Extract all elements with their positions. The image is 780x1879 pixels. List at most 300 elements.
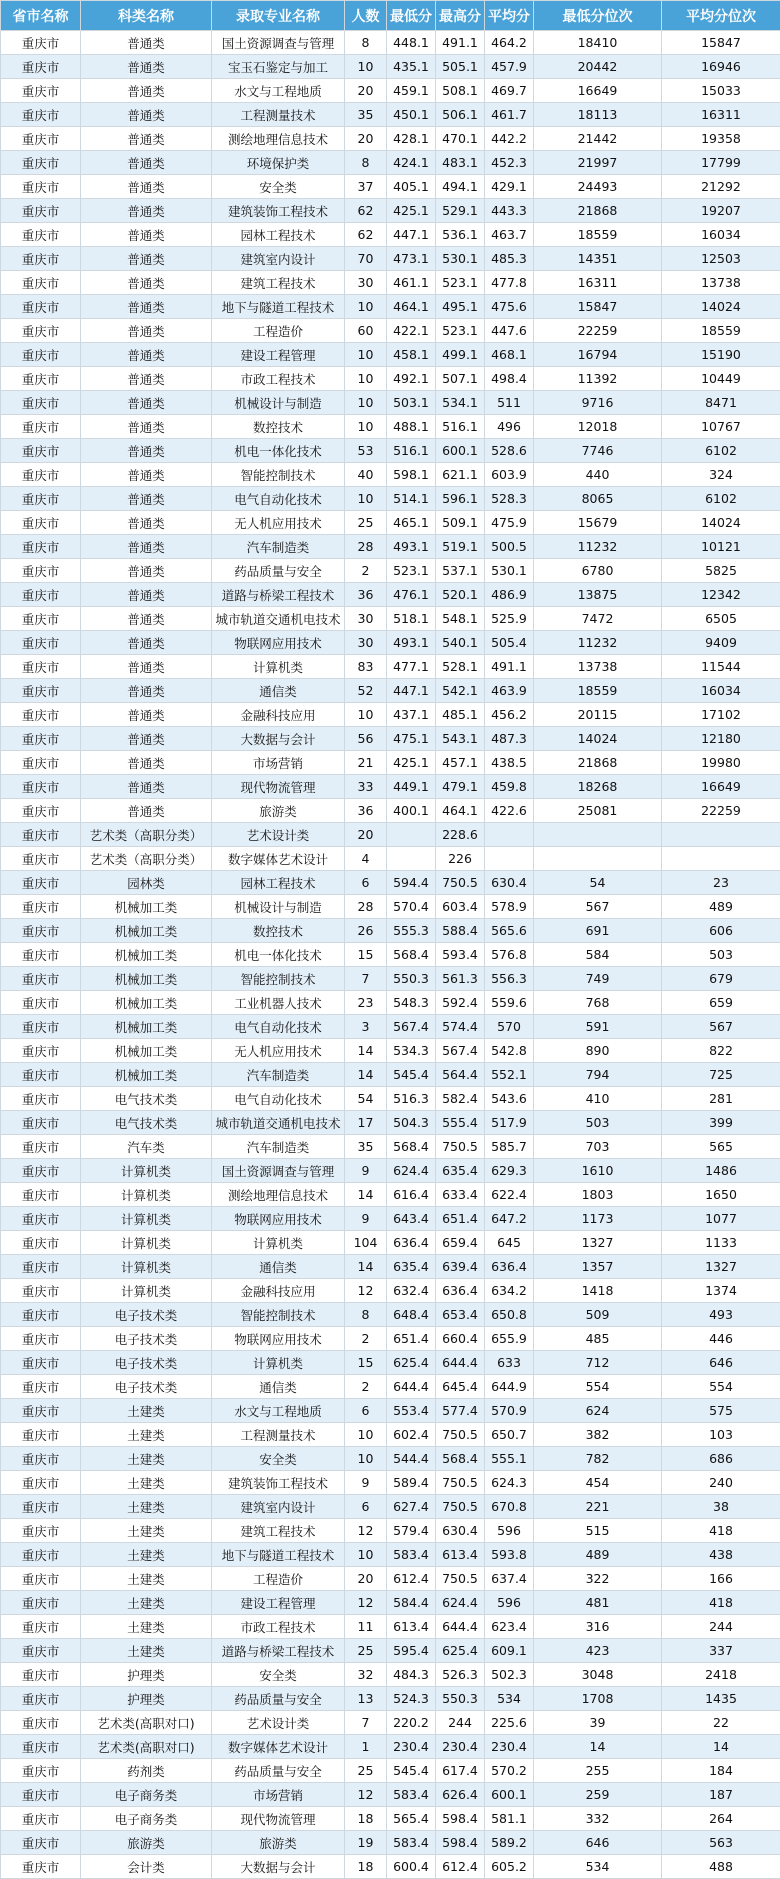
table-row [1,1567,780,1591]
cell-min-score: 568.4 [387,1135,436,1159]
cell-avg-rank: 493 [662,1303,780,1327]
cell-min-score: 583.4 [387,1543,436,1567]
table-row [1,823,780,847]
cell-avg-score: 596 [485,1519,534,1543]
cell-min-score: 624.4 [387,1159,436,1183]
cell-avg-rank: 19207 [662,199,780,223]
cell-max-score: 230.4 [436,1735,485,1759]
cell-province: 重庆市 [1,871,81,895]
cell-province: 重庆市 [1,1759,81,1783]
cell-avg-rank: 646 [662,1351,780,1375]
cell-count: 2 [345,1327,387,1351]
cell-min-score: 553.4 [387,1399,436,1423]
cell-count: 13 [345,1687,387,1711]
cell-min-rank: 7472 [534,607,662,631]
cell-province: 重庆市 [1,1303,81,1327]
cell-max-score: 577.4 [436,1399,485,1423]
cell-min-rank: 1327 [534,1231,662,1255]
cell-category: 电子商务类 [81,1783,212,1807]
cell-min-score: 437.1 [387,703,436,727]
cell-max-score: 630.4 [436,1519,485,1543]
cell-count: 4 [345,847,387,871]
cell-max-score: 555.4 [436,1111,485,1135]
cell-major: 建筑工程技术 [212,1519,345,1543]
cell-province: 重庆市 [1,1159,81,1183]
cell-category: 普通类 [81,799,212,823]
cell-category: 普通类 [81,439,212,463]
cell-count: 10 [345,415,387,439]
cell-avg-score: 463.7 [485,223,534,247]
cell-max-score: 750.5 [436,871,485,895]
cell-max-score: 625.4 [436,1639,485,1663]
header-avg-score: 平均分 [485,1,534,31]
table-row [1,1807,780,1831]
cell-count: 20 [345,823,387,847]
cell-min-score: 447.1 [387,223,436,247]
cell-count: 23 [345,991,387,1015]
cell-min-rank: 591 [534,1015,662,1039]
table-row [1,1711,780,1735]
cell-category: 土建类 [81,1591,212,1615]
cell-avg-score: 485.3 [485,247,534,271]
cell-major: 电气自动化技术 [212,487,345,511]
cell-major: 园林工程技术 [212,223,345,247]
cell-major: 建筑工程技术 [212,271,345,295]
cell-min-rank: 3048 [534,1663,662,1687]
cell-avg-score: 609.1 [485,1639,534,1663]
cell-province: 重庆市 [1,1735,81,1759]
table-row [1,1015,780,1039]
cell-max-score: 550.3 [436,1687,485,1711]
cell-min-score: 523.1 [387,559,436,583]
cell-major: 药品质量与安全 [212,1687,345,1711]
cell-category: 普通类 [81,247,212,271]
cell-category: 电子技术类 [81,1351,212,1375]
table-row [1,583,780,607]
cell-avg-score: 475.6 [485,295,534,319]
cell-count: 10 [345,367,387,391]
cell-major: 大数据与会计 [212,727,345,751]
cell-max-score: 508.1 [436,79,485,103]
cell-min-rank: 15679 [534,511,662,535]
cell-major: 计算机类 [212,1351,345,1375]
table-row [1,439,780,463]
table-row [1,1207,780,1231]
cell-major: 旅游类 [212,799,345,823]
cell-province: 重庆市 [1,1615,81,1639]
cell-min-score: 458.1 [387,343,436,367]
cell-min-score: 589.4 [387,1471,436,1495]
table-row [1,223,780,247]
cell-category: 机械加工类 [81,1063,212,1087]
cell-avg-score: 438.5 [485,751,534,775]
table-row [1,967,780,991]
cell-avg-rank: 17102 [662,703,780,727]
cell-avg-score: 477.8 [485,271,534,295]
cell-count: 20 [345,79,387,103]
cell-avg-rank: 659 [662,991,780,1015]
cell-count: 36 [345,583,387,607]
cell-min-score: 579.4 [387,1519,436,1543]
cell-avg-rank: 23 [662,871,780,895]
cell-count: 14 [345,1063,387,1087]
cell-category: 土建类 [81,1639,212,1663]
cell-avg-score: 596 [485,1591,534,1615]
cell-category: 机械加工类 [81,991,212,1015]
table-row [1,415,780,439]
cell-min-rank: 515 [534,1519,662,1543]
cell-category: 艺术类(高职对口) [81,1711,212,1735]
cell-avg-score: 585.7 [485,1135,534,1159]
cell-category: 普通类 [81,103,212,127]
cell-min-score: 464.1 [387,295,436,319]
cell-major: 艺术设计类 [212,823,345,847]
cell-category: 会计类 [81,1855,212,1879]
cell-category: 旅游类 [81,1831,212,1855]
cell-category: 园林类 [81,871,212,895]
table-row [1,1351,780,1375]
cell-min-score: 595.4 [387,1639,436,1663]
cell-max-score: 651.4 [436,1207,485,1231]
cell-min-score: 493.1 [387,535,436,559]
cell-count: 15 [345,943,387,967]
cell-min-score [387,823,436,847]
cell-min-rank: 1173 [534,1207,662,1231]
cell-min-score: 583.4 [387,1831,436,1855]
table-row [1,103,780,127]
cell-avg-score: 552.1 [485,1063,534,1087]
cell-max-score: 600.1 [436,439,485,463]
cell-count: 17 [345,1111,387,1135]
cell-category: 普通类 [81,655,212,679]
cell-min-score: 447.1 [387,679,436,703]
cell-min-rank: 21997 [534,151,662,175]
cell-category: 普通类 [81,223,212,247]
cell-min-score: 625.4 [387,1351,436,1375]
cell-province: 重庆市 [1,823,81,847]
cell-max-score: 537.1 [436,559,485,583]
table-row [1,535,780,559]
cell-min-rank: 768 [534,991,662,1015]
cell-major: 艺术设计类 [212,1711,345,1735]
cell-count: 10 [345,343,387,367]
cell-major: 计算机类 [212,655,345,679]
cell-province: 重庆市 [1,895,81,919]
cell-major: 建筑室内设计 [212,1495,345,1519]
cell-category: 普通类 [81,703,212,727]
cell-category: 普通类 [81,79,212,103]
cell-min-rank: 15847 [534,295,662,319]
cell-min-score: 461.1 [387,271,436,295]
cell-max-score: 499.1 [436,343,485,367]
cell-max-score: 645.4 [436,1375,485,1399]
cell-province: 重庆市 [1,919,81,943]
table-row [1,487,780,511]
cell-min-score: 568.4 [387,943,436,967]
cell-major: 物联网应用技术 [212,1327,345,1351]
cell-max-score: 639.4 [436,1255,485,1279]
cell-min-score: 632.4 [387,1279,436,1303]
header-max-score: 最高分 [436,1,485,31]
cell-min-score: 643.4 [387,1207,436,1231]
cell-min-score: 484.3 [387,1663,436,1687]
cell-category: 普通类 [81,415,212,439]
cell-avg-score: 633 [485,1351,534,1375]
cell-count: 26 [345,919,387,943]
cell-avg-rank: 22259 [662,799,780,823]
cell-min-rank: 21868 [534,751,662,775]
cell-avg-rank: 565 [662,1135,780,1159]
cell-max-score: 626.4 [436,1783,485,1807]
cell-max-score: 464.1 [436,799,485,823]
cell-count: 9 [345,1159,387,1183]
cell-min-rank: 16649 [534,79,662,103]
cell-min-score: 616.4 [387,1183,436,1207]
cell-count: 33 [345,775,387,799]
cell-category: 普通类 [81,679,212,703]
table-row [1,991,780,1015]
cell-min-score: 477.1 [387,655,436,679]
cell-avg-score: 429.1 [485,175,534,199]
cell-max-score: 635.4 [436,1159,485,1183]
cell-major: 宝玉石鉴定与加工 [212,55,345,79]
cell-count: 8 [345,1303,387,1327]
cell-max-score: 526.3 [436,1663,485,1687]
cell-count: 10 [345,1543,387,1567]
cell-count: 12 [345,1279,387,1303]
cell-count: 14 [345,1039,387,1063]
cell-major: 市政工程技术 [212,367,345,391]
cell-min-rank: 16311 [534,271,662,295]
cell-count: 10 [345,487,387,511]
table-row [1,1303,780,1327]
cell-category: 普通类 [81,175,212,199]
cell-avg-score: 589.2 [485,1831,534,1855]
cell-major: 机电一体化技术 [212,439,345,463]
cell-max-score: 523.1 [436,319,485,343]
cell-avg-rank: 418 [662,1519,780,1543]
cell-province: 重庆市 [1,1807,81,1831]
cell-avg-score: 593.8 [485,1543,534,1567]
cell-avg-rank: 12342 [662,583,780,607]
cell-min-rank: 1418 [534,1279,662,1303]
cell-category: 普通类 [81,55,212,79]
cell-avg-score: 576.8 [485,943,534,967]
cell-major: 工业机器人技术 [212,991,345,1015]
cell-avg-rank: 21292 [662,175,780,199]
cell-min-score: 524.3 [387,1687,436,1711]
cell-min-score: 514.1 [387,487,436,511]
cell-province: 重庆市 [1,1399,81,1423]
cell-avg-score: 491.1 [485,655,534,679]
cell-province: 重庆市 [1,1495,81,1519]
cell-avg-rank: 15033 [662,79,780,103]
cell-max-score: 750.5 [436,1567,485,1591]
cell-major: 安全类 [212,175,345,199]
cell-category: 普通类 [81,127,212,151]
cell-avg-rank: 17799 [662,151,780,175]
table-row [1,1615,780,1639]
table-row [1,1471,780,1495]
cell-max-score: 644.4 [436,1615,485,1639]
table-row [1,1255,780,1279]
cell-avg-rank [662,847,780,871]
cell-category: 土建类 [81,1495,212,1519]
cell-province: 重庆市 [1,1687,81,1711]
cell-province: 重庆市 [1,415,81,439]
table-row [1,1543,780,1567]
table-row [1,343,780,367]
cell-major: 数字媒体艺术设计 [212,1735,345,1759]
cell-min-rank: 1357 [534,1255,662,1279]
cell-category: 普通类 [81,751,212,775]
cell-province: 重庆市 [1,727,81,751]
cell-category: 计算机类 [81,1159,212,1183]
cell-province: 重庆市 [1,1519,81,1543]
cell-min-score: 565.4 [387,1807,436,1831]
cell-count: 10 [345,391,387,415]
cell-min-score: 548.3 [387,991,436,1015]
table-row [1,631,780,655]
cell-province: 重庆市 [1,1783,81,1807]
cell-min-score: 450.1 [387,103,436,127]
table-row [1,511,780,535]
cell-province: 重庆市 [1,1279,81,1303]
cell-avg-score: 502.3 [485,1663,534,1687]
cell-min-rank: 20115 [534,703,662,727]
cell-count: 9 [345,1207,387,1231]
cell-max-score: 485.1 [436,703,485,727]
cell-count: 56 [345,727,387,751]
cell-count: 37 [345,175,387,199]
header-major: 录取专业名称 [212,1,345,31]
cell-category: 艺术类（高职分类） [81,823,212,847]
cell-min-rank: 646 [534,1831,662,1855]
cell-province: 重庆市 [1,535,81,559]
cell-min-rank: 14 [534,1735,662,1759]
cell-major: 工程造价 [212,1567,345,1591]
cell-avg-score: 565.6 [485,919,534,943]
cell-major: 工程测量技术 [212,103,345,127]
cell-count: 14 [345,1183,387,1207]
cell-major: 建筑装饰工程技术 [212,199,345,223]
cell-category: 机械加工类 [81,1039,212,1063]
cell-category: 普通类 [81,367,212,391]
cell-min-rank: 18410 [534,31,662,55]
cell-min-rank: 1708 [534,1687,662,1711]
cell-province: 重庆市 [1,271,81,295]
cell-province: 重庆市 [1,319,81,343]
cell-province: 重庆市 [1,295,81,319]
cell-category: 普通类 [81,775,212,799]
cell-avg-rank: 725 [662,1063,780,1087]
cell-min-score: 473.1 [387,247,436,271]
cell-min-score: 516.1 [387,439,436,463]
cell-min-rank: 481 [534,1591,662,1615]
cell-province: 重庆市 [1,199,81,223]
cell-province: 重庆市 [1,1111,81,1135]
cell-major: 国土资源调查与管理 [212,1159,345,1183]
cell-province: 重庆市 [1,1039,81,1063]
cell-major: 安全类 [212,1663,345,1687]
cell-major: 工程测量技术 [212,1423,345,1447]
cell-avg-rank: 2418 [662,1663,780,1687]
table-row [1,1519,780,1543]
cell-major: 物联网应用技术 [212,1207,345,1231]
cell-avg-rank: 22 [662,1711,780,1735]
cell-count: 7 [345,1711,387,1735]
table-row [1,1735,780,1759]
cell-avg-score: 528.3 [485,487,534,511]
cell-count: 30 [345,271,387,295]
table-row [1,127,780,151]
cell-min-rank: 255 [534,1759,662,1783]
cell-min-rank: 25081 [534,799,662,823]
cell-province: 重庆市 [1,775,81,799]
cell-avg-rank: 5825 [662,559,780,583]
cell-avg-score: 469.7 [485,79,534,103]
cell-min-rank: 382 [534,1423,662,1447]
cell-count: 12 [345,1591,387,1615]
cell-min-score: 600.4 [387,1855,436,1879]
cell-province: 重庆市 [1,991,81,1015]
cell-count: 20 [345,127,387,151]
cell-category: 普通类 [81,727,212,751]
cell-avg-rank [662,823,780,847]
cell-avg-rank: 567 [662,1015,780,1039]
table-row [1,271,780,295]
cell-count: 60 [345,319,387,343]
cell-min-score: 544.4 [387,1447,436,1471]
table-row [1,607,780,631]
cell-max-score: 516.1 [436,415,485,439]
cell-avg-rank: 488 [662,1855,780,1879]
cell-max-score: 540.1 [436,631,485,655]
cell-category: 护理类 [81,1663,212,1687]
cell-avg-score: 498.4 [485,367,534,391]
cell-max-score: 598.4 [436,1831,485,1855]
cell-major: 国土资源调查与管理 [212,31,345,55]
cell-avg-rank: 1077 [662,1207,780,1231]
cell-max-score: 548.1 [436,607,485,631]
cell-major: 机械设计与制造 [212,391,345,415]
cell-min-score: 550.3 [387,967,436,991]
cell-avg-rank: 8471 [662,391,780,415]
cell-max-score: 603.4 [436,895,485,919]
cell-avg-score: 555.1 [485,1447,534,1471]
cell-category: 计算机类 [81,1255,212,1279]
cell-avg-rank: 240 [662,1471,780,1495]
cell-max-score: 750.5 [436,1471,485,1495]
cell-min-score: 594.4 [387,871,436,895]
header-min-score: 最低分 [387,1,436,31]
table-row [1,1039,780,1063]
cell-avg-score: 486.9 [485,583,534,607]
cell-min-rank: 782 [534,1447,662,1471]
cell-min-rank: 485 [534,1327,662,1351]
table-row [1,703,780,727]
cell-max-score: 644.4 [436,1351,485,1375]
cell-major: 市政工程技术 [212,1615,345,1639]
cell-max-score: 509.1 [436,511,485,535]
cell-count: 8 [345,151,387,175]
cell-province: 重庆市 [1,175,81,199]
cell-max-score: 653.4 [436,1303,485,1327]
cell-avg-score: 556.3 [485,967,534,991]
cell-category: 汽车类 [81,1135,212,1159]
cell-category: 艺术类(高职对口) [81,1735,212,1759]
cell-avg-score: 464.2 [485,31,534,55]
